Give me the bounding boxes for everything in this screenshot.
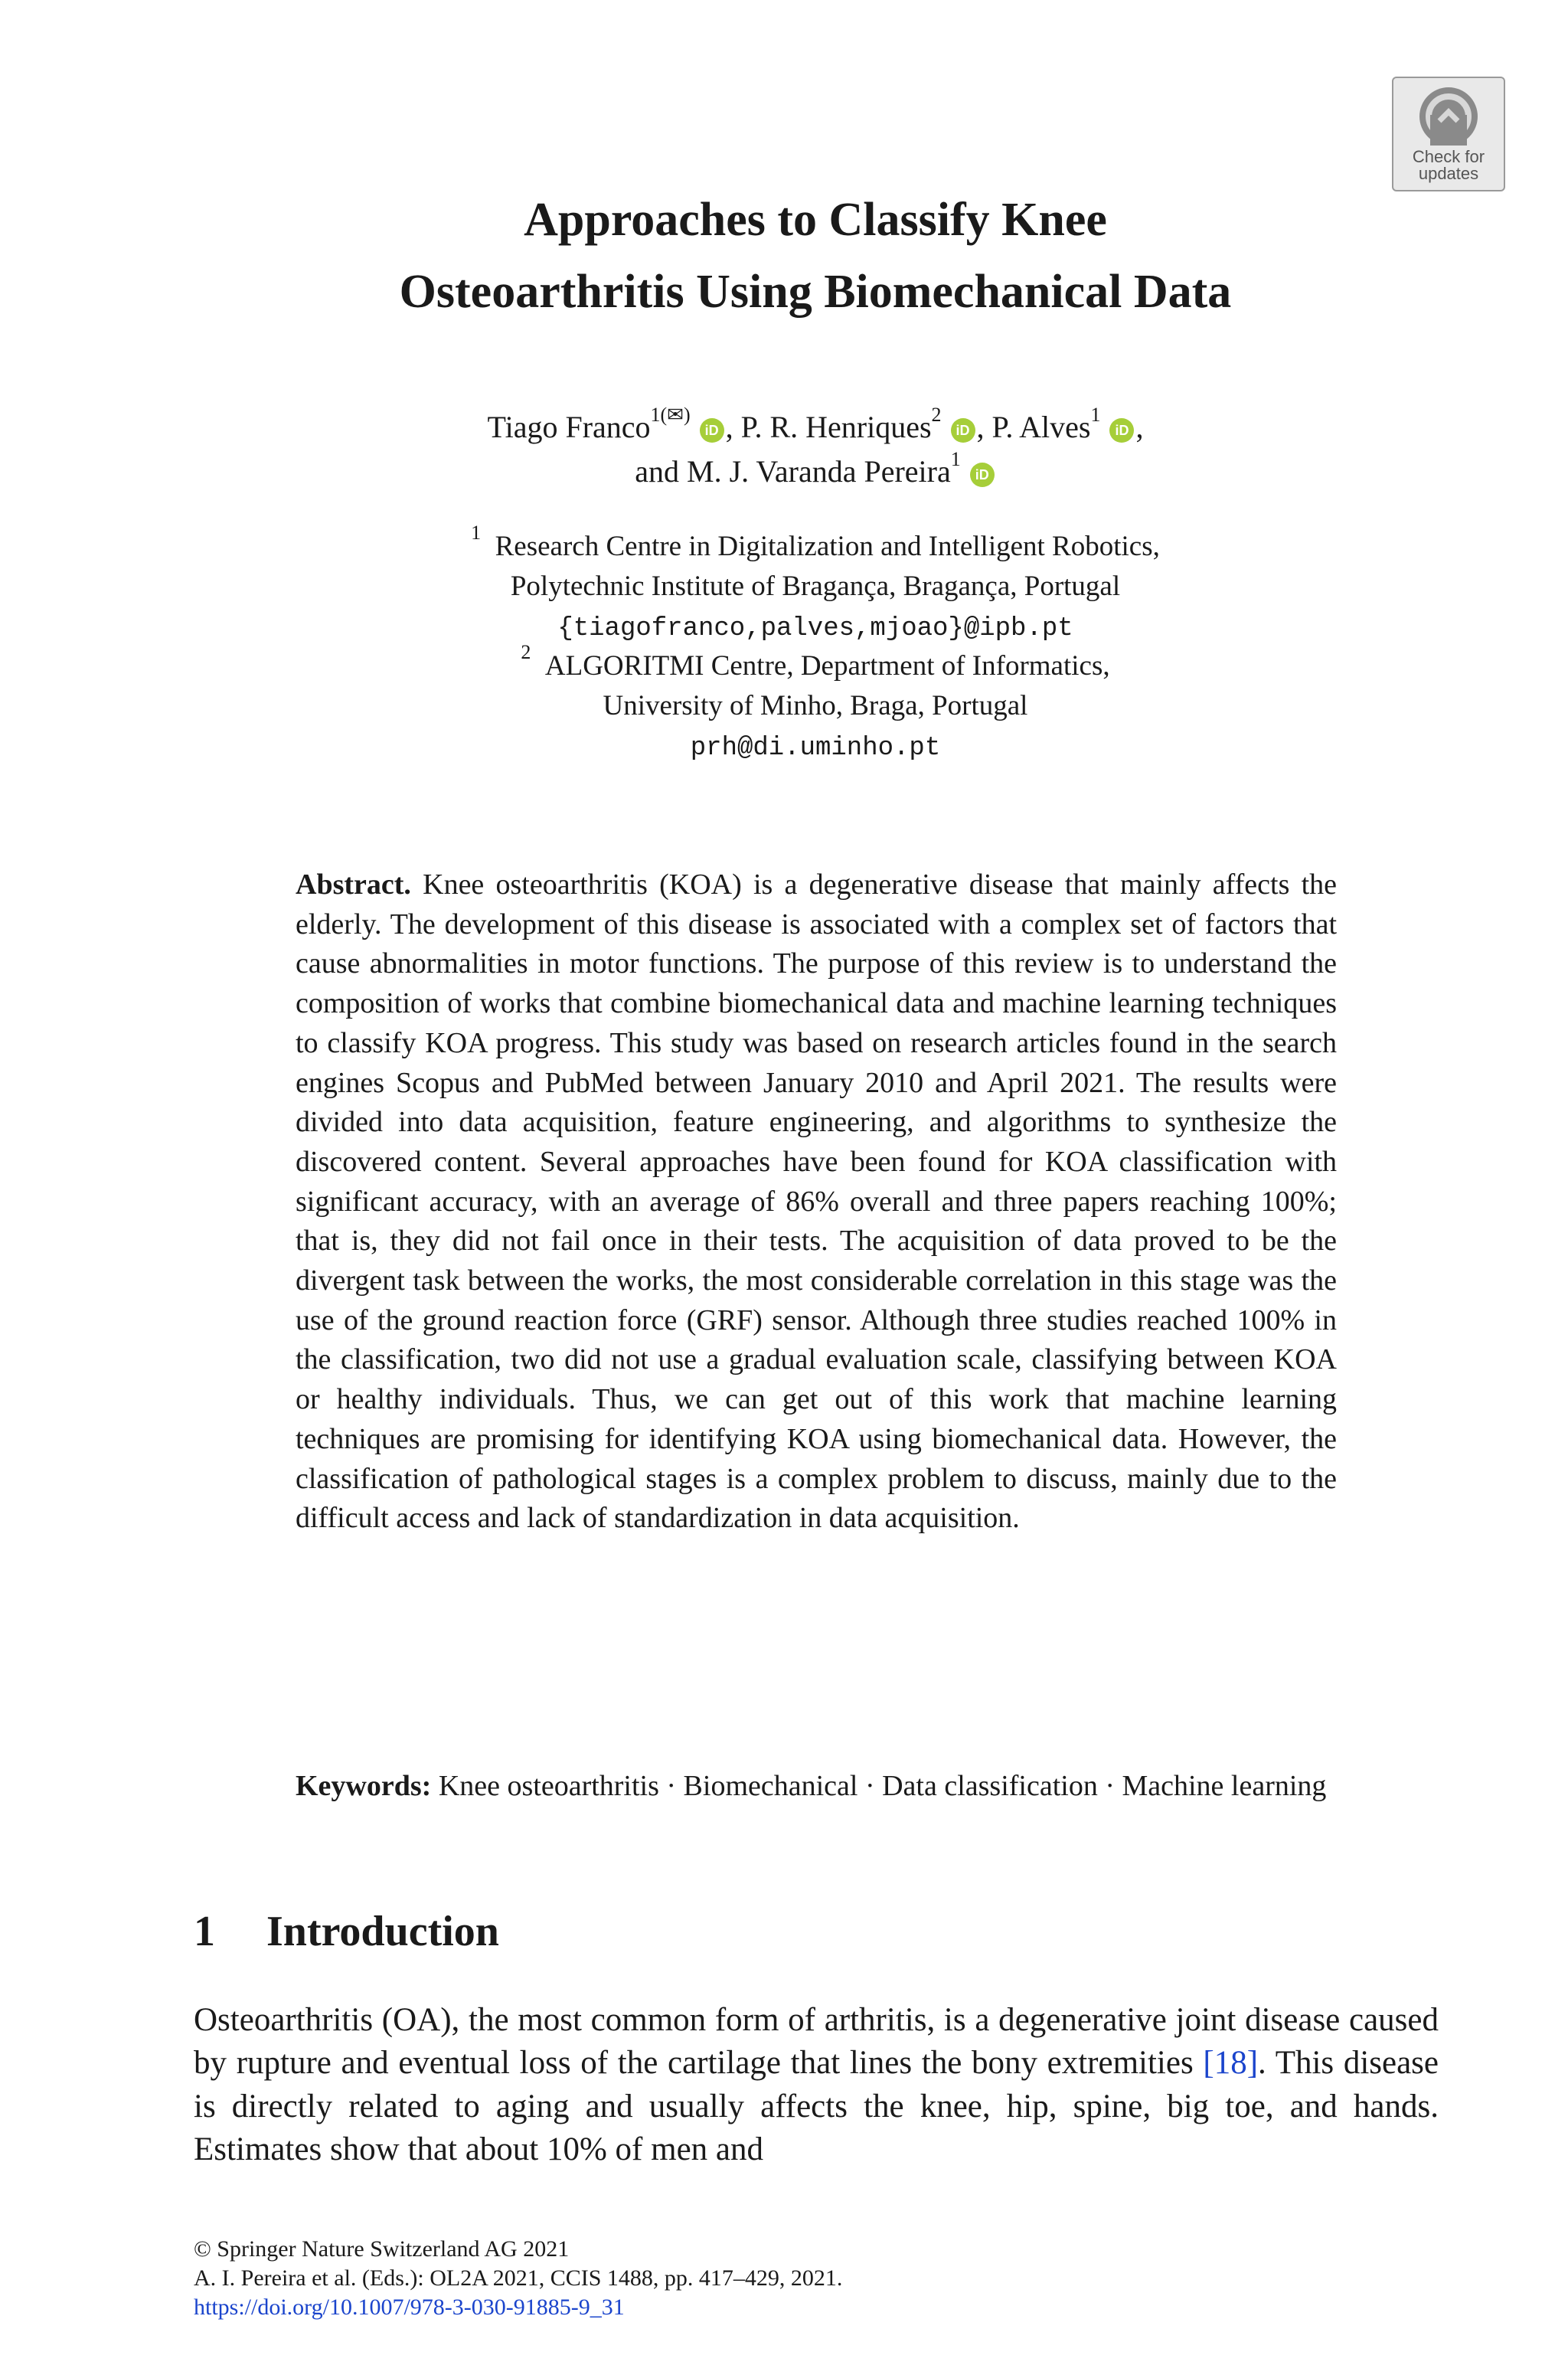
affiliation-2-email: prh@di.uminho.pt [690, 734, 941, 763]
doi-link[interactable]: https://doi.org/10.1007/978-3-030-91885-9_31 [194, 2295, 625, 2320]
check-for-updates-badge[interactable] [1392, 77, 1505, 191]
abstract [296, 865, 1337, 1539]
author-name: , P. R. Henriques [725, 410, 932, 444]
affiliation-1-email: {tiagofranco,palves,mjoao}@ipb.pt [557, 614, 1073, 643]
affiliation-2-line-1: $^2$ ALGORITMI Centre, Department of Informatics, [521, 641, 1110, 682]
citation-link[interactable]: [18] [1203, 2045, 1259, 2082]
author-name: , P. Alves [976, 410, 1091, 444]
author-name: and M. J. Varanda Pereira [635, 454, 951, 489]
affiliation-number: 1 [471, 522, 482, 545]
author-affiliation-mark: 1 [1090, 404, 1101, 427]
abstract-text: Knee osteoarthritis (KOA) is a degenerative disease that mainly affects the elderly. The development of this disease is associated with a complex set of factors that cause abnormalities in motor functions. The purpose of this review is to understand the composition of works that combine biomechanical data and machine learning techniques to classify KOA progress. This study was based on research articles found in the search engines Scopus and PubMed between January 2010 and April 2021. The results were divided into data acquisition, feature engineering, and algorithms to synthesize the discovered content. Several approaches have been found for KOA classification with significant accuracy, with an average of 86% overall and three papers reaching 100%; that is, they did not fail once in their tests. The acquisition of data proved to be the divergent task between the works, the most considerable correlation in this stage was the use of the ground reaction force (GRF) sensor. Although three studies reached 100% in the classification, two did not use a gradual evaluation scale, classifying between KOA or healthy individuals. Thus, we can get out of this work that machine learning techniques are promising for identifying KOA using biomechanical data. However, the classification of pathological stages is a complex problem to discuss, mainly due to the difficult access and lack of standardization in data acquisition. [296, 868, 1337, 1535]
author-affiliation-mark: 2 [931, 404, 942, 427]
section-heading [194, 1907, 499, 1956]
keywords [296, 1766, 1337, 1806]
orcid-icon[interactable]: iD [700, 418, 724, 443]
author-affiliation-mark: 1 [950, 448, 961, 471]
doi-line [194, 2293, 625, 2322]
affiliation-1-line-1: $^1$ Research Centre in Digitalization and Intelligent Robotics, [471, 522, 1160, 562]
author-line-1 [0, 406, 1568, 449]
update-icon [1416, 84, 1481, 149]
title-line-1: Approaches to Classify Knee [524, 194, 1107, 246]
orcid-icon[interactable]: iD [951, 418, 975, 443]
section-number: 1 [194, 1908, 215, 1955]
affiliation-number: 2 [521, 641, 531, 664]
orcid-icon[interactable]: iD [970, 463, 995, 487]
abstract-label: Abstract. [296, 868, 411, 901]
copyright-line: © Springer Nature Switzerland AG 2021 [194, 2236, 570, 2262]
affiliation-2-line-2: University of Minho, Braga, Portugal [603, 690, 1028, 721]
keywords-label: Keywords: [296, 1770, 432, 1802]
badge-line-2: updates [1418, 164, 1479, 183]
paper-title [0, 184, 1568, 328]
author-separator: , [1135, 410, 1144, 444]
citation-line: A. I. Pereira et al. (Eds.): OL2A 2021, CCIS 1488, pp. 417–429, 2021. [194, 2265, 843, 2291]
author-name: Tiago Franco [487, 410, 651, 444]
affiliation-1-line-2: Polytechnic Institute of Bragança, Bragança, Portugal [510, 571, 1121, 602]
badge-line-1: Check for [1412, 147, 1485, 166]
keywords-text: Knee osteoarthritis · Biomechanical · Data classification · Machine learning [438, 1770, 1327, 1802]
author-line-2 [0, 450, 1568, 493]
title-line-2: Osteoarthritis Using Biomechanical Data [399, 266, 1232, 318]
orcid-icon[interactable]: iD [1109, 418, 1134, 443]
section-title: Introduction [266, 1908, 499, 1955]
intro-paragraph: Osteoarthritis (OA), the most common form of arthritis, is a degenerative joint disease caused by rupture and eventual loss of the cartilage that lines the bony extremities [18]. This disease is directly related to aging and usually affects the knee, hip, spine, big toe, and hands. Estimates show that about 10% of men and [194, 2002, 1439, 2168]
author-affiliation-mark: 1(✉) [650, 404, 691, 427]
